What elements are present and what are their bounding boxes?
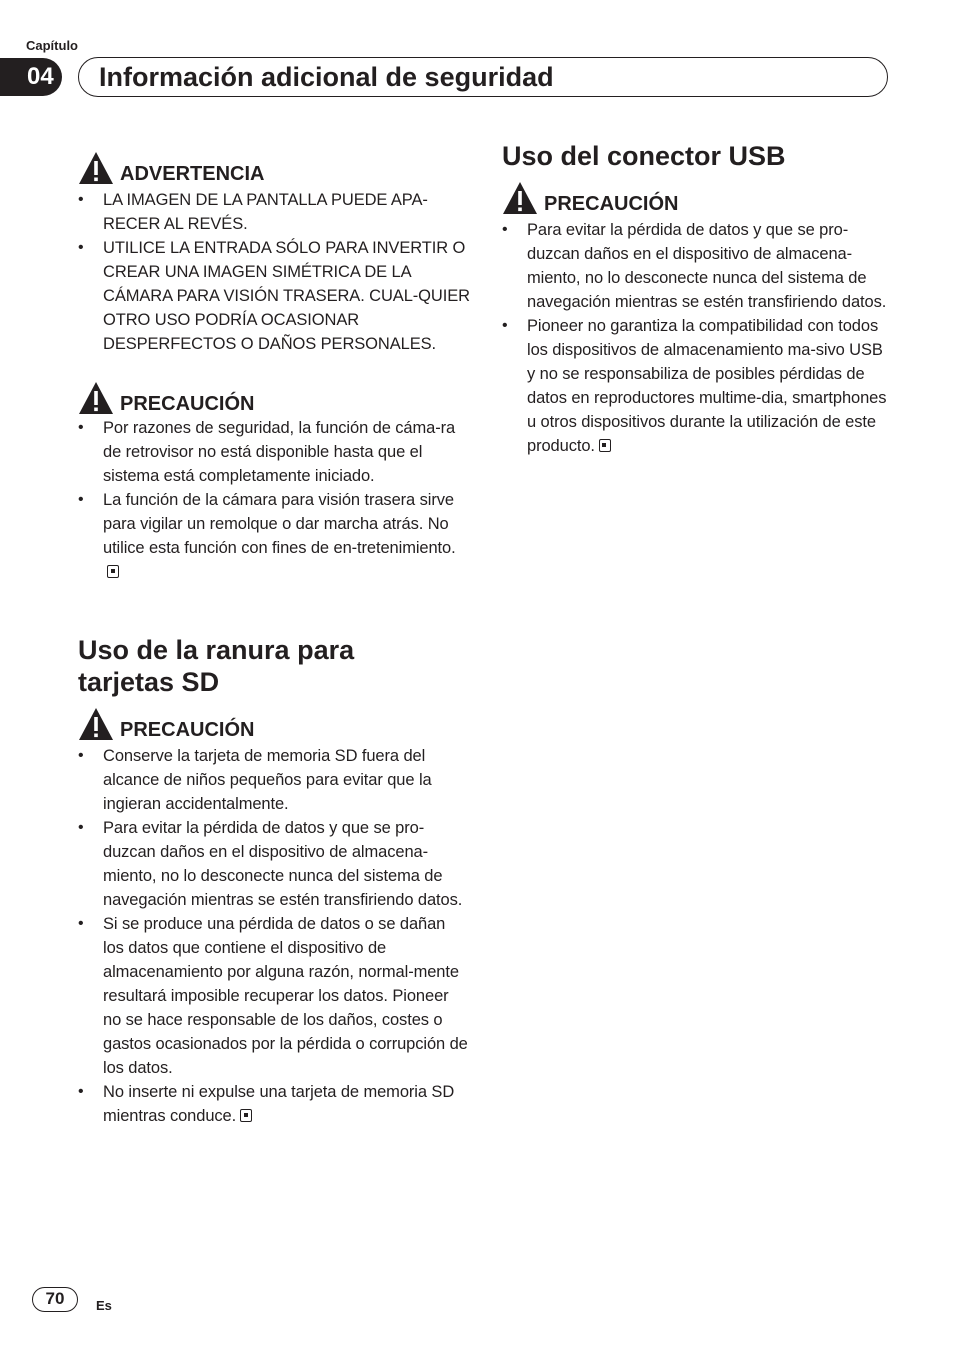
caution-label: PRECAUCIÓN [544,193,679,215]
section-title-usb: Uso del conector USB [502,141,786,171]
list-item-text: La función de la cámara para visión trasera sirve para vigilar un remolque o dar marcha atrás. No utilice esta función con fines de en-tretenimiento. [103,491,456,557]
list-item [78,1080,470,1128]
list-item-text: No inserte ni expulse una tarjeta de memoria SD mientras conduce. [103,1083,455,1125]
warning-triangle-icon [78,706,114,742]
caution-heading [502,178,894,216]
end-mark-icon [240,1109,252,1122]
section-title-sd: Uso de la ranura para tarjetas SD [78,635,355,697]
list-item: • Para evitar la pérdida de datos y que se pro-duzcan daños en el dispositivo de almacena-miento, no lo desconecte nunca del sistema de navegación mientras se estén transfiriendo datos. [502,218,894,314]
chapter-label: Capítulo [26,38,78,53]
caution-list [78,416,470,584]
sd-caution-list [78,744,470,1128]
end-mark-icon [107,565,119,578]
warning-label: ADVERTENCIA [120,163,265,185]
caution-label: PRECAUCIÓN [120,393,255,415]
warning-triangle-icon [502,180,538,216]
list-item [78,488,470,584]
chapter-title: Información adicional de seguridad [99,62,554,92]
list-item: • Conserve la tarjeta de memoria SD fuera del alcance de niños pequeños para evitar que la ingieran accidentalmente. [78,744,470,816]
list-item: • LA IMAGEN DE LA PANTALLA PUEDE APA-RECER AL REVÉS. [78,188,470,236]
right-column [502,140,894,458]
list-item-text: Pioneer no garantiza la compatibilidad con todos los dispositivos de almacenamiento ma-sivo USB y no se responsabiliza de posibles pérdidas de datos en reproductores multime-dia, smartphones u otros dispositivos durante la utilización de este producto. [527,317,887,455]
list-item: • Si se produce una pérdida de datos o se dañan los datos que contiene el dispositivo de almacenamiento por alguna razón, normal-mente resultará imposible recuperar los datos. Pioneer no se hace responsable de los daños, costes o gastos ocasionados por la pérdida o corrupción de los datos. [78,912,470,1080]
caution-heading [78,378,470,416]
language-code: Es [96,1298,112,1313]
caution-label: PRECAUCIÓN [120,719,255,741]
usb-caution-list [502,218,894,458]
caution-heading [78,704,470,742]
end-mark-icon [599,439,611,452]
list-item: • Para evitar la pérdida de datos y que se pro-duzcan daños en el dispositivo de almacena-miento, no lo desconecte nunca del sistema de navegación mientras se estén transfiriendo datos. [78,816,470,912]
warning-list [78,188,470,356]
chapter-number: 04 [0,58,62,96]
warning-triangle-icon [78,150,114,186]
list-item [502,314,894,458]
list-item: • UTILICE LA ENTRADA SÓLO PARA INVERTIR O CREAR UNA IMAGEN SIMÉTRICA DE LA CÁMARA PARA VISIÓN TRASERA. CUAL-QUIER OTRO USO PODRÍA OCASIONAR DESPERFECTOS O DAÑOS PERSONALES. [78,236,470,356]
warning-heading [78,148,470,186]
page-number: 70 [32,1287,78,1312]
chapter-title-box [78,57,888,97]
warning-triangle-icon [78,380,114,416]
left-column [78,148,470,1128]
list-item: • Por razones de seguridad, la función de cáma-ra de retrovisor no está disponible hasta que el sistema está completamente iniciado. [78,416,470,488]
